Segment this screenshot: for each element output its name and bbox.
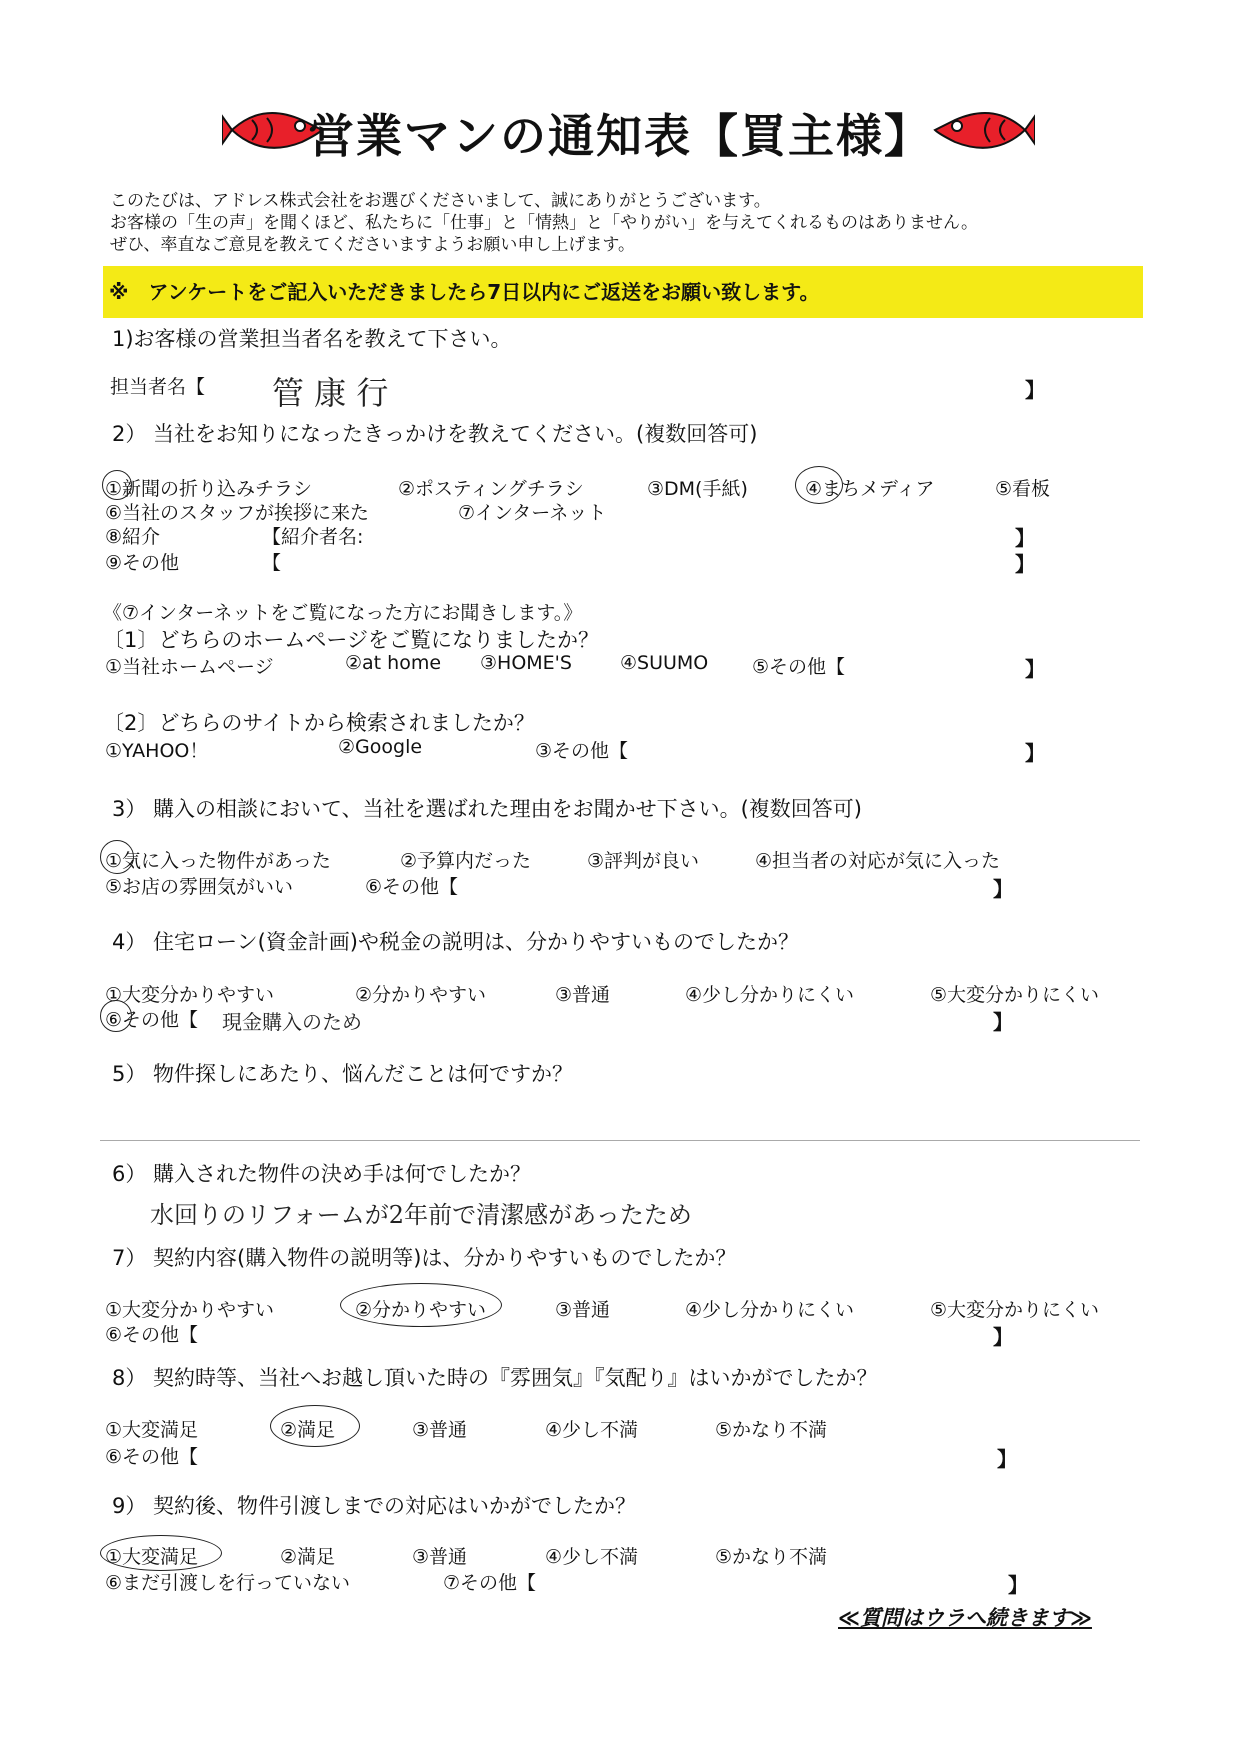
q8-question: 8） 契約時等、当社へお越し頂いた時の『雰囲気』『気配り』はいかがでしたか？ — [112, 1366, 878, 1390]
q2-opt3[interactable]: ③DM(手紙) — [647, 478, 748, 500]
q2-opt4[interactable]: ④まちメディア — [805, 478, 935, 500]
q2-opt9-close: 】 — [1015, 552, 1035, 576]
q9-opt4[interactable]: ④少し不満 — [545, 1546, 639, 1568]
q2-opt9-field: 【 — [262, 552, 282, 574]
q2-opt8-field: 【紹介者名: — [262, 526, 364, 548]
q7-question: 7） 契約内容(購入物件の説明等)は、分かりやすいものでしたか？ — [112, 1246, 737, 1270]
q6-answer: 水回りのリフォームが2年前で清潔感があったため — [150, 1201, 692, 1229]
q9-opt5[interactable]: ⑤かなり不満 — [715, 1546, 828, 1568]
footer-note: ≪質問はウラへ続きます≫ — [838, 1606, 1092, 1630]
q9-opt1-circle — [100, 1535, 222, 1571]
q8-opt6[interactable]: ⑥その他【 — [105, 1446, 199, 1468]
notice-text: ※ アンケートをご記入いただきましたら7日以内にご返送をお願い致します。 — [109, 280, 820, 304]
q1-close: 】 — [1025, 378, 1045, 402]
q8-opt4[interactable]: ④少し不満 — [545, 1419, 639, 1441]
internet-s1-opt5[interactable]: ⑤その他【 — [752, 656, 846, 678]
q4-opt5[interactable]: ⑤大変分かりにくい — [930, 984, 1100, 1006]
q3-opt1[interactable]: ①気に入った物件があった — [105, 850, 331, 872]
q1-answer: 管 康 行 — [272, 374, 389, 412]
q2-opt6[interactable]: ⑥当社のスタッフが挨拶に来た — [105, 502, 370, 524]
q2-opt4-circle — [795, 466, 843, 504]
q2-opt2[interactable]: ②ポスティングチラシ — [398, 478, 584, 500]
q9-question: 9） 契約後、物件引渡しまでの対応はいかがでしたか？ — [112, 1494, 637, 1518]
q3-opt1-circle — [100, 840, 134, 874]
q7-opt4[interactable]: ④少し分かりにくい — [685, 1299, 855, 1321]
q8-opt2-circle — [270, 1405, 360, 1447]
q4-opt3[interactable]: ③普通 — [555, 984, 611, 1006]
q3-opt3[interactable]: ③評判が良い — [587, 850, 700, 872]
q7-opt2-circle — [340, 1283, 502, 1327]
q3-close: 】 — [993, 877, 1013, 901]
q7-opt6[interactable]: ⑥その他【 — [105, 1324, 199, 1346]
q9-opt7[interactable]: ⑦その他【 — [443, 1572, 537, 1594]
q4-answer: 現金購入のため — [222, 1010, 362, 1034]
q3-opt2[interactable]: ②予算内だった — [400, 850, 532, 872]
q8-opt3[interactable]: ③普通 — [412, 1419, 468, 1441]
q4-opt1[interactable]: ①大変分かりやすい — [105, 984, 275, 1006]
q2-opt1[interactable]: ①新聞の折り込みチラシ — [105, 478, 313, 500]
q4-opt2[interactable]: ②分かりやすい — [355, 984, 487, 1006]
q8-opt2[interactable]: ②満足 — [280, 1419, 336, 1441]
q8-opt5[interactable]: ⑤かなり不満 — [715, 1419, 828, 1441]
q3-opt6[interactable]: ⑥その他【 — [365, 876, 459, 898]
intro-line-3: ぜひ、率直なご意見を教えてくださいますようお願い申し上げます。 — [110, 235, 635, 255]
q4-opt6-circle — [100, 1000, 132, 1032]
q3-opt5[interactable]: ⑤お店の雰囲気がいい — [105, 876, 294, 898]
q4-opt4[interactable]: ④少し分かりにくい — [685, 984, 855, 1006]
q7-opt3[interactable]: ③普通 — [555, 1299, 611, 1321]
q7-opt5[interactable]: ⑤大変分かりにくい — [930, 1299, 1100, 1321]
internet-s1-opt2[interactable]: ②at home — [345, 652, 442, 674]
q9-opt6[interactable]: ⑥まだ引渡しを行っていない — [105, 1572, 351, 1594]
intro-line-1: このたびは、アドレス株式会社をお選びくださいまして、誠にありがとうございます。 — [110, 191, 771, 211]
q9-close: 】 — [1008, 1573, 1028, 1597]
q4-question: 4） 住宅ローン(資金計画)や税金の説明は、分かりやすいものでしたか？ — [112, 930, 799, 954]
q7-close: 】 — [993, 1325, 1013, 1349]
internet-s1-opt3[interactable]: ③HOME'S — [480, 652, 572, 674]
q9-opt2[interactable]: ②満足 — [280, 1546, 336, 1568]
notice-banner — [103, 266, 1143, 318]
internet-s2-opt1[interactable]: ①YAHOO！ — [105, 740, 209, 762]
intro-text — [110, 190, 978, 256]
internet-s2-close: 】 — [1025, 741, 1045, 765]
internet-header: 《⑦インターネットをご覧になった方にお聞きします。》 — [103, 602, 583, 624]
q1-label: 担当者名【 — [110, 376, 206, 398]
q2-opt1-circle — [102, 470, 132, 500]
q2-opt9[interactable]: ⑨その他 — [105, 552, 180, 574]
q2-opt8-close: 】 — [1015, 526, 1035, 550]
q8-close: 】 — [997, 1447, 1017, 1471]
q6-question: 6） 購入された物件の決め手は何でしたか？ — [112, 1162, 532, 1186]
q3-opt4[interactable]: ④担当者の対応が気に入った — [755, 850, 1001, 872]
internet-s1-question: 〔1〕どちらのホームページをご覧になりましたか？ — [103, 628, 599, 652]
internet-s1-close: 】 — [1025, 657, 1045, 681]
q3-question: 3） 購入の相談において、当社を選ばれた理由をお聞かせ下さい。(複数回答可) — [112, 797, 862, 821]
internet-s2-opt3[interactable]: ③その他【 — [535, 740, 629, 762]
page-title: 営業マンの通知表【買主様】 — [308, 109, 932, 163]
q7-opt2[interactable]: ②分かりやすい — [355, 1299, 487, 1321]
q9-opt1[interactable]: ①大変満足 — [105, 1546, 199, 1568]
q9-opt3[interactable]: ③普通 — [412, 1546, 468, 1568]
q8-opt1[interactable]: ①大変満足 — [105, 1419, 199, 1441]
q2-opt7[interactable]: ⑦インターネット — [458, 502, 607, 524]
internet-s2-question: 〔2〕どちらのサイトから検索されましたか？ — [103, 711, 535, 735]
q4-opt6[interactable]: ⑥その他【 — [105, 1009, 199, 1031]
q2-question: 2） 当社をお知りになったきっかけを教えてください。(複数回答可) — [112, 422, 758, 446]
q7-opt1[interactable]: ①大変分かりやすい — [105, 1299, 275, 1321]
q2-opt8[interactable]: ⑧紹介 — [105, 526, 161, 548]
internet-s2-opt2[interactable]: ②Google — [338, 736, 423, 758]
internet-s1-opt1[interactable]: ①当社ホームページ — [105, 656, 274, 678]
q2-opt5[interactable]: ⑤看板 — [995, 478, 1051, 500]
internet-s1-opt4[interactable]: ④SUUMO — [620, 652, 709, 674]
q4-close: 】 — [993, 1010, 1013, 1034]
q5-answer-line — [100, 1140, 1140, 1141]
q5-question: 5） 物件探しにあたり、悩んだことは何ですか？ — [112, 1062, 574, 1086]
intro-line-2: お客様の「生の声」を聞くほど、私たちに「仕事」と「情熱」と「やりがい」を与えてくれるものはありません。 — [110, 213, 979, 233]
q1-question: 1)お客様の営業担当者名を教えて下さい。 — [112, 327, 512, 351]
